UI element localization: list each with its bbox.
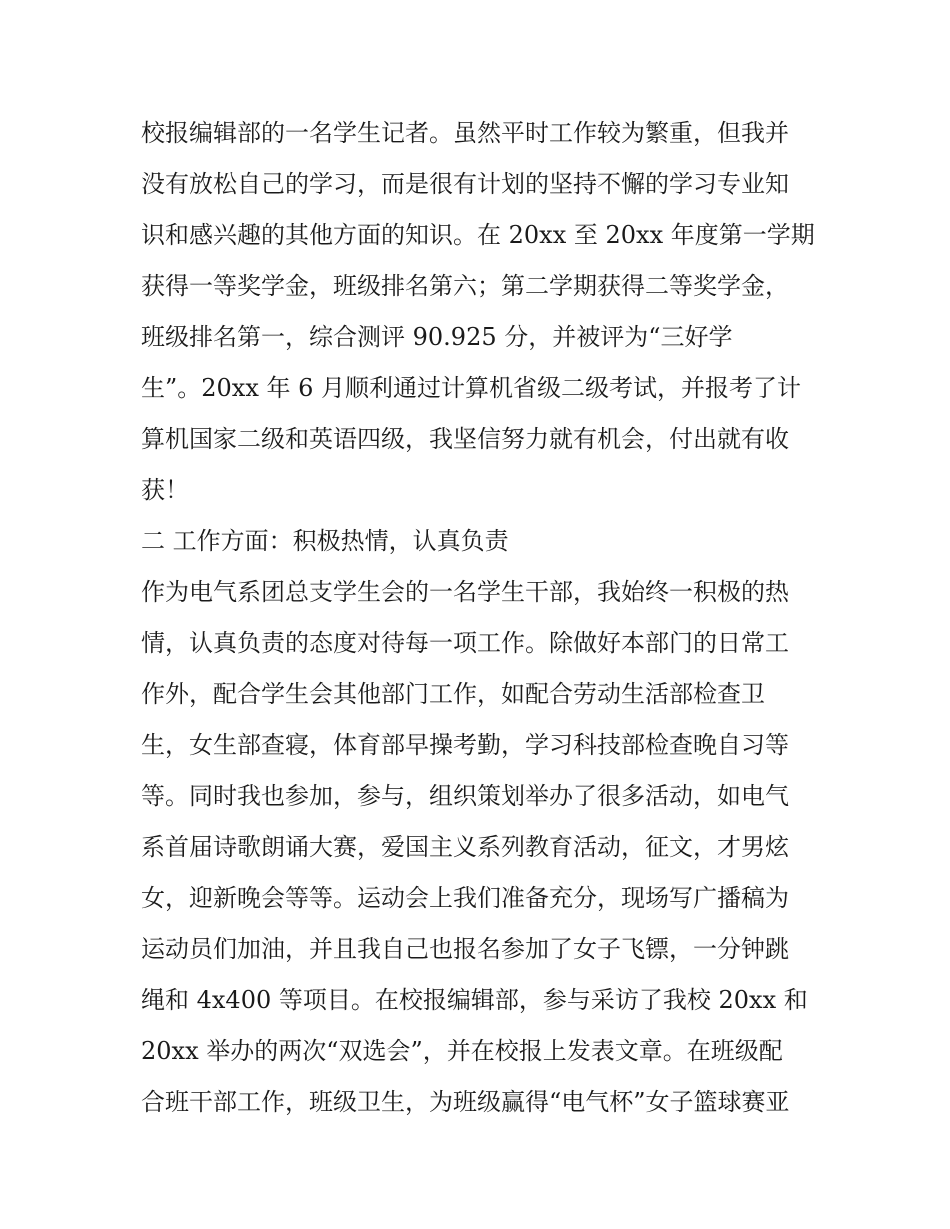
text-line-18: 绳和 4x400 等项目。在校报编辑部，参与采访了我校 20xx 和 <box>141 986 808 1014</box>
text-line-2: 没有放松自己的学习，而是很有计划的坚持不懈的学习专业知 <box>141 170 789 198</box>
text-line-19: 20xx 举办的两次“双选会”，并在校报上发表文章。在班级配 <box>141 1037 783 1065</box>
text-line-8: 获！ <box>141 476 189 504</box>
text-line-20: 合班干部工作，班级卫生，为班级赢得“电气杯”女子篮球赛亚 <box>141 1088 790 1116</box>
text-line-3: 识和感兴趣的其他方面的知识。在 20xx 至 20xx 年度第一学期 <box>141 221 815 249</box>
text-line-17: 运动员们加油，并且我自己也报名参加了女子飞镖，一分钟跳 <box>141 935 789 963</box>
text-line-4: 获得一等奖学金，班级排名第六；第二学期获得二等奖学金， <box>141 272 789 300</box>
section-heading: 二 工作方面：积极热情，认真负责 <box>141 527 509 555</box>
text-line-1: 校报编辑部的一名学生记者。虽然平时工作较为繁重，但我并 <box>141 119 789 147</box>
text-line-14: 等。同时我也参加，参与，组织策划举办了很多活动，如电气 <box>141 782 789 810</box>
text-line-6: 生”。20xx 年 6 月顺利通过计算机省级二级考试，并报考了计 <box>141 374 802 402</box>
text-line-16: 女，迎新晚会等等。运动会上我们准备充分，现场写广播稿为 <box>141 884 789 912</box>
text-line-12: 作外，配合学生会其他部门工作，如配合劳动生活部检查卫 <box>141 680 765 708</box>
body-text <box>141 108 821 1128</box>
text-line-11: 情，认真负责的态度对待每一项工作。除做好本部门的日常工 <box>141 629 789 657</box>
text-line-5: 班级排名第一，综合测评 90.925 分，并被评为“三好学 <box>141 323 733 351</box>
text-line-13: 生，女生部查寝，体育部早操考勤，学习科技部检查晚自习等 <box>141 731 789 759</box>
text-line-7: 算机国家二级和英语四级，我坚信努力就有机会，付出就有收 <box>141 425 789 453</box>
text-line-15: 系首届诗歌朗诵大赛，爱国主义系列教育活动，征文，才男炫 <box>141 833 789 861</box>
text-line-10: 作为电气系团总支学生会的一名学生干部，我始终一积极的热 <box>141 578 789 606</box>
